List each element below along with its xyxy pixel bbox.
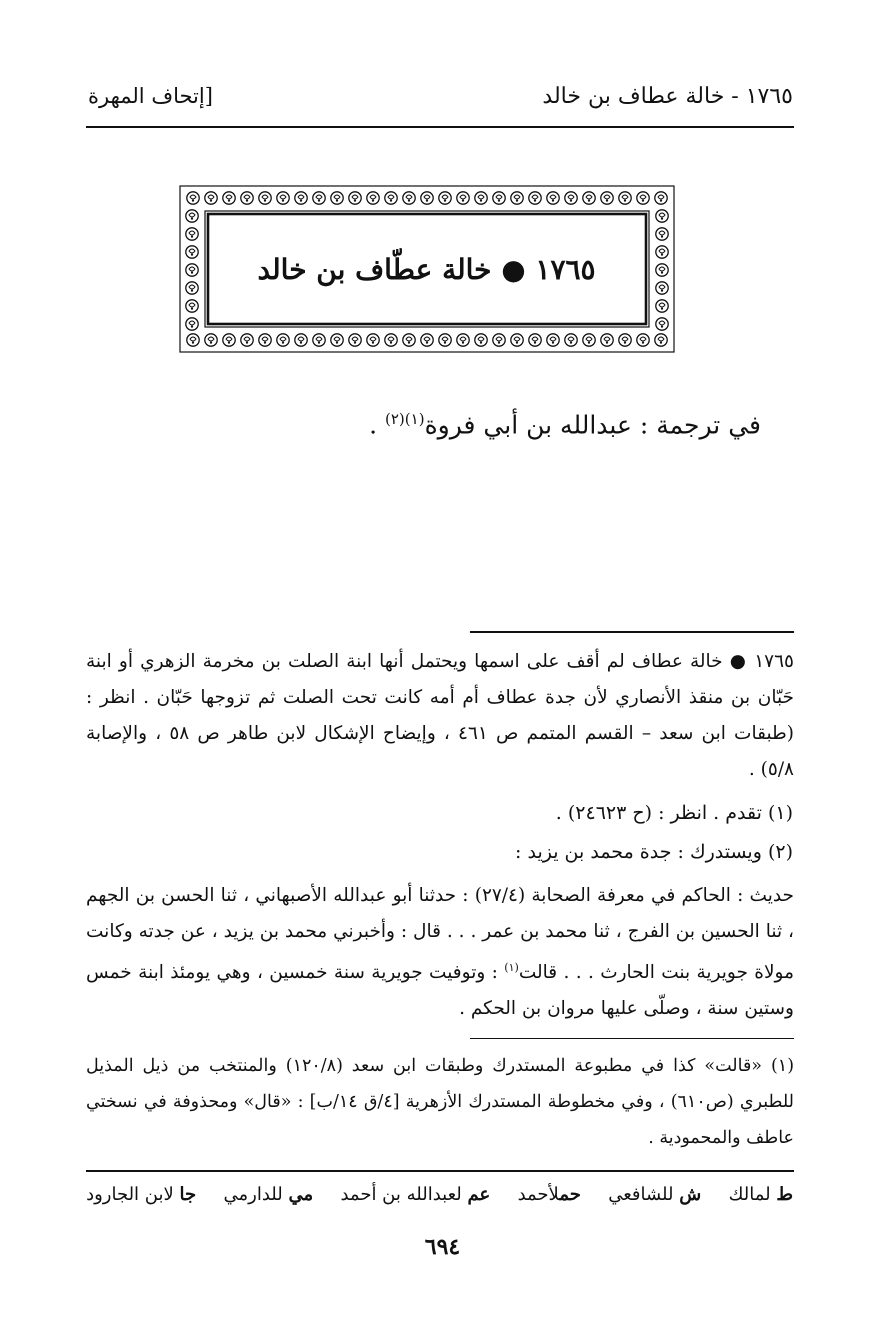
footnote-rule: [470, 631, 794, 633]
abbreviations-rule: [86, 1170, 794, 1172]
abbreviation-item: [518, 1184, 581, 1205]
abbreviation-code: حم: [559, 1184, 581, 1205]
abbreviation-item: [608, 1184, 701, 1205]
footnote-1: (١) تقدم . انظر : (ح ٢٤٦٢٣) .: [555, 802, 793, 824]
header-rule: [86, 126, 794, 128]
entry-title: ١٧٦٥ ● خالة عطّاف بن خالد: [257, 252, 596, 286]
page-number: ٦٩٤: [424, 1234, 461, 1260]
abbreviation-name: لأحمد: [517, 1184, 560, 1205]
footnote-reference: (١)(٢): [385, 410, 425, 428]
entry-text-end: .: [369, 410, 385, 440]
abbreviation-code: جا: [179, 1184, 197, 1205]
running-header-entry: ١٧٦٥ - خالة عطاف بن خالد: [542, 84, 793, 109]
footnote-reference: (١): [504, 961, 519, 974]
running-header-book-title: [إتحاف المهرة: [88, 84, 213, 108]
abbreviation-key: [86, 1184, 793, 1205]
abbreviation-item: [223, 1184, 313, 1205]
abbreviation-name: لمالك: [728, 1184, 771, 1205]
abbreviation-name: لعبدالله بن أحمد: [340, 1184, 462, 1205]
abbreviation-code: عم: [467, 1184, 491, 1205]
footnote-2: (٢) ويستدرك : جدة محمد بن يزيد :: [515, 841, 793, 863]
abbreviation-code: ط: [776, 1184, 793, 1205]
subnote: (١) «قالت» كذا في مطبوعة المستدرك وطبقات ابن سعد (١٢٠/٨) والمنتخب من ذيل المذيل للطبري (ص٦١٠) ، وفي مخطوطة المستدرك الأزهرية [٤/ق ١٤/ب] : «قال» ومحذوفة في نسختي عاطف والمحمودية .: [86, 1056, 795, 1148]
entry-text: [369, 410, 761, 439]
abbreviation-name: للدارمي: [223, 1184, 283, 1205]
abbreviation-name: لابن الجارود: [86, 1184, 174, 1205]
abbreviation-item: [86, 1184, 196, 1205]
entry-text-body: في ترجمة : عبدالله بن أبي فروة: [424, 410, 761, 440]
hadith-text-before: حديث : الحاكم في معرفة الصحابة (٢٧/٤) : حدثنا أبو عبدالله الأصبهاني ، ثنا الحسن بن الجهم ، ثنا الحسين بن الفرج ، ثنا محمد بن عمر . . . قال : وأخبرني محمد بن يزيد ، عن جدته وكانت مولاة جويرية بنت الحارث . . . قالت: [86, 885, 794, 984]
subnote-rule: [470, 1038, 794, 1039]
hadith-paragraph: [86, 878, 794, 1027]
abbreviation-item: [729, 1184, 793, 1205]
abbreviation-name: للشافعي: [608, 1184, 674, 1205]
footnote-entry: ١٧٦٥ ● خالة عطاف لم أقف على اسمها ويحتمل أنها ابنة الصلت بن مخرمة الزهري أو ابنة حَبّان بن منقذ الأنصاري لأن جدة عطاف أم أمه كانت تحت الصلت ثم تزوجها حَبّان . انظر : (طبقات ابن سعد – القسم المتمم ص ٤٦١ ، وإيضاح الإشكال لابن طاهر ص ٥٨ ، والإصابة ٥/٨) .: [86, 651, 794, 780]
hadith-text-after: : وتوفيت جويرية سنة خمسين ، وهي يومئذ ابنة خمس وستين سنة ، وصلّى عليها مروان بن الحكم .: [86, 962, 794, 1020]
abbreviation-item: [340, 1184, 490, 1205]
abbreviation-code: مي: [288, 1184, 314, 1205]
abbreviation-code: ش: [679, 1184, 702, 1205]
